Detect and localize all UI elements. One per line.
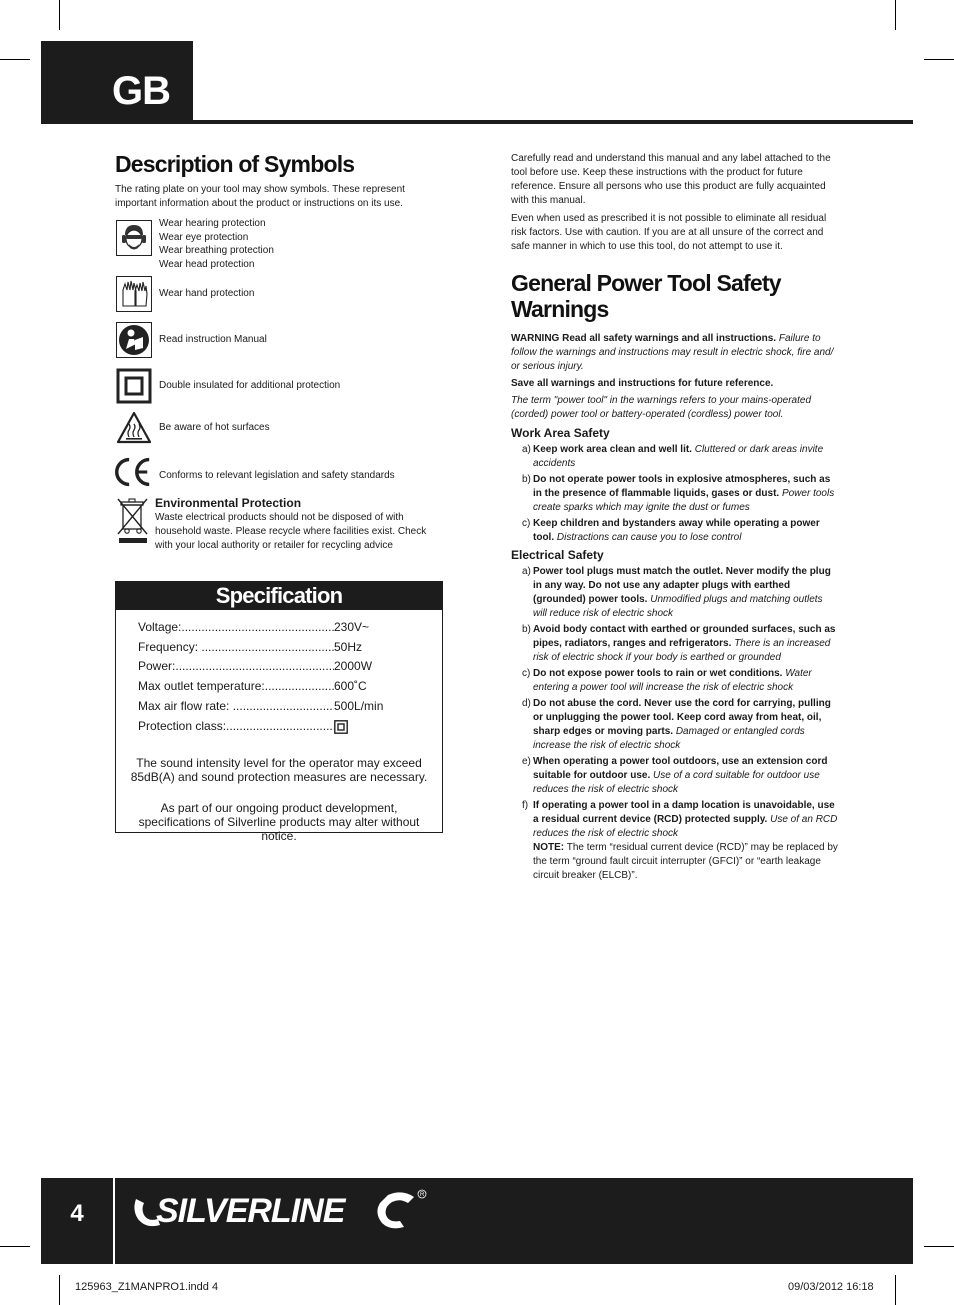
silverline-logo: [130, 1185, 430, 1240]
weee-bin-icon: [115, 495, 151, 553]
specification-title: Specification: [116, 582, 442, 610]
symbols-title: Description of Symbols: [115, 151, 355, 177]
list-item: b) Do not operate power tools in explosive atmospheres, such as in the presence of flammable liquids, gases or dust. Power tools create sparks which may ignite the dust or fumes: [522, 474, 835, 513]
spec-row: [138, 657, 442, 677]
language-tab: GB: [41, 41, 193, 124]
ce-mark-icon: [115, 453, 153, 491]
list-item: c) Keep children and bystanders away while operating a power tool. Distractions can cause you to lose control: [522, 518, 820, 543]
symbol-row-hot-surface: [115, 409, 445, 447]
symbol-label: Double insulated for additional protection: [159, 380, 341, 392]
intro-paragraph: Even when used as prescribed it is not possible to eliminate all residual risk factors. Use with caution. If you are at all unsure of the correct and safe manner in which to use this tool, do not attempt to use it.: [511, 213, 827, 252]
note-text: The term “residual current device (RCD)” may be replaced by the term “ground fault circuit interrupter (GFCI)” or “earth leakage circuit breaker (ELCB)”.: [533, 842, 838, 881]
list-item: a) Keep work area clean and well lit. Cluttered or dark areas invite accidents: [522, 444, 824, 469]
read-manual-icon: [115, 321, 153, 359]
work-area-heading: Work Area Safety: [511, 426, 610, 440]
file-slug: 125963_Z1MANPRO1.indd 4: [75, 1281, 219, 1293]
specification-list: [116, 610, 442, 740]
spec-label: Protection class: .....: [138, 717, 334, 741]
warning-bold: WARNING Read all safety warnings and all instructions.: [511, 333, 777, 344]
crop-mark: [59, 0, 60, 30]
page-number: 4: [41, 1178, 115, 1264]
ppe-line: Wear hearing protection: [159, 218, 266, 229]
symbol-row-ce: [115, 453, 445, 491]
symbol-row-double-insulated: [115, 367, 445, 405]
symbol-row-ppe: [115, 217, 445, 271]
intro-paragraph: Carefully read and understand this manual and any label attached to the tool before use. Keep these instructions with the product for future reference. Ensure all persons who use this product are fully acquainted with this manual.: [511, 153, 831, 206]
spec-row: [138, 677, 442, 697]
spec-label: Frequency: .....: [138, 638, 334, 658]
spec-label: Voltage: .....: [138, 618, 334, 638]
electrical-heading: Electrical Safety: [511, 548, 604, 562]
double-insulated-icon: [334, 717, 348, 741]
environmental-body: Waste electrical products should not be disposed of with household waste. Please recycle where facilities exist. Check with your local authority or retailer for recycling advice: [155, 512, 427, 551]
symbol-label: Read instruction Manual: [159, 334, 267, 346]
symbol-label: Conforms to relevant legislation and safety standards: [159, 470, 395, 482]
symbol-label: Wear hand protection: [159, 288, 255, 300]
spec-value: 50Hz: [334, 639, 363, 654]
spec-value: 500L/min: [334, 698, 384, 713]
specification-box: [115, 581, 443, 844]
crop-mark: [895, 0, 896, 30]
ppe-line: Wear head protection: [159, 258, 255, 270]
spec-row: [138, 618, 442, 638]
safety-section: [511, 152, 839, 885]
environmental-protection: [115, 495, 445, 553]
list-item: a) Power tool plugs must match the outlet. Never modify the plug in any way. Do not use any adapter plugs with earthed (grounded) power tools. Unmodified plugs and matching outlets will reduce risk of electric shock: [522, 566, 831, 619]
symbol-row-hand: [115, 275, 445, 313]
environmental-text: [155, 495, 445, 553]
symbols-intro: The rating plate on your tool may show symbols. These represent important information about the product or instructions on its use.: [115, 184, 405, 209]
power-tool-term: The term "power tool" in the warnings refers to your mains-operated (corded) power tool or battery-operated (cordless) power tool.: [511, 395, 812, 420]
crop-mark: [0, 1246, 30, 1247]
symbol-label: Be aware of hot surfaces: [159, 422, 270, 434]
list-item: d) Do not abuse the cord. Never use the cord for carrying, pulling or unplugging the power tool. Keep cord away from heat, oil, sharp edges or moving parts. Damaged or entangled cords increase the risk of electric shock: [522, 698, 831, 751]
spec-label: Power: .....: [138, 657, 334, 677]
crop-mark: [924, 59, 954, 60]
spec-row: [138, 717, 442, 741]
spec-row: [138, 697, 442, 717]
crop-mark: [924, 1246, 954, 1247]
ppe-labels: [159, 217, 274, 271]
hand-protection-icon: [115, 275, 153, 313]
crop-mark: [0, 59, 30, 60]
spec-development-note: As part of our ongoing product development, specifications of Silverline products may alter without notice.: [138, 801, 420, 844]
crop-mark: [895, 1275, 896, 1305]
list-item: c) Do not expose power tools to rain or wet conditions. Water entering a power tool will increase the risk of electric shock: [522, 668, 812, 693]
double-insulated-icon: [115, 367, 153, 405]
crop-mark: [59, 1275, 60, 1305]
spec-value: 2000W: [334, 659, 373, 674]
warning-italic: Failure to follow the warnings and instructions may result in electric shock, fire and/ or serious injury.: [511, 333, 834, 372]
list-item: e) When operating a power tool outdoors, use an extension cord suitable for outdoor use. Use of a cord suitable for outdoor use reduces the risk of electric shock: [522, 756, 828, 795]
ppe-icon: [115, 219, 153, 257]
note-label: NOTE:: [533, 842, 565, 853]
spec-label: Max air flow rate: .....: [138, 697, 334, 717]
spec-label: Max outlet temperature: .....: [138, 677, 334, 697]
ppe-line: Wear eye protection: [159, 231, 249, 243]
symbols-section: [115, 151, 445, 553]
warning-paragraph: [511, 332, 839, 374]
svg-text:R: R: [420, 1192, 425, 1198]
spec-value: 600˚C: [334, 679, 367, 694]
ppe-line: Wear breathing protection: [159, 245, 274, 256]
spec-value: 230V~: [334, 620, 370, 634]
environmental-title: Environmental Protection: [155, 496, 302, 510]
date-slug: 09/03/2012 16:18: [788, 1281, 874, 1293]
list-item: f) If operating a power tool in a damp location is unavoidable, use a residual current device (RCD) protected supply. Use of an RCD reduces the risk of electric shock NOTE: The term “residual current device (RCD)” may be replaced by the term “ground fault circuit interrupter (GFCI)” or “earth leakage circuit breaker (ELCB)”.: [522, 800, 838, 881]
save-instructions: Save all warnings and instructions for future reference.: [511, 378, 774, 389]
list-item: b) Avoid body contact with earthed or grounded surfaces, such as pipes, radiators, ranges and refrigerators. There is an increased risk of electric shock if your body is earthed or grounded: [522, 624, 836, 663]
svg-text:SILVERLINE: SILVERLINE: [156, 1192, 345, 1230]
spec-row: [138, 638, 442, 658]
symbol-row-manual: [115, 321, 445, 359]
hot-surface-icon: [115, 409, 153, 447]
spec-sound-note: The sound intensity level for the operator may exceed 85dB(A) and sound protection measures are necessary.: [130, 756, 428, 785]
safety-title: General Power Tool Safety Warnings: [511, 270, 781, 322]
header-rule: [193, 120, 913, 124]
